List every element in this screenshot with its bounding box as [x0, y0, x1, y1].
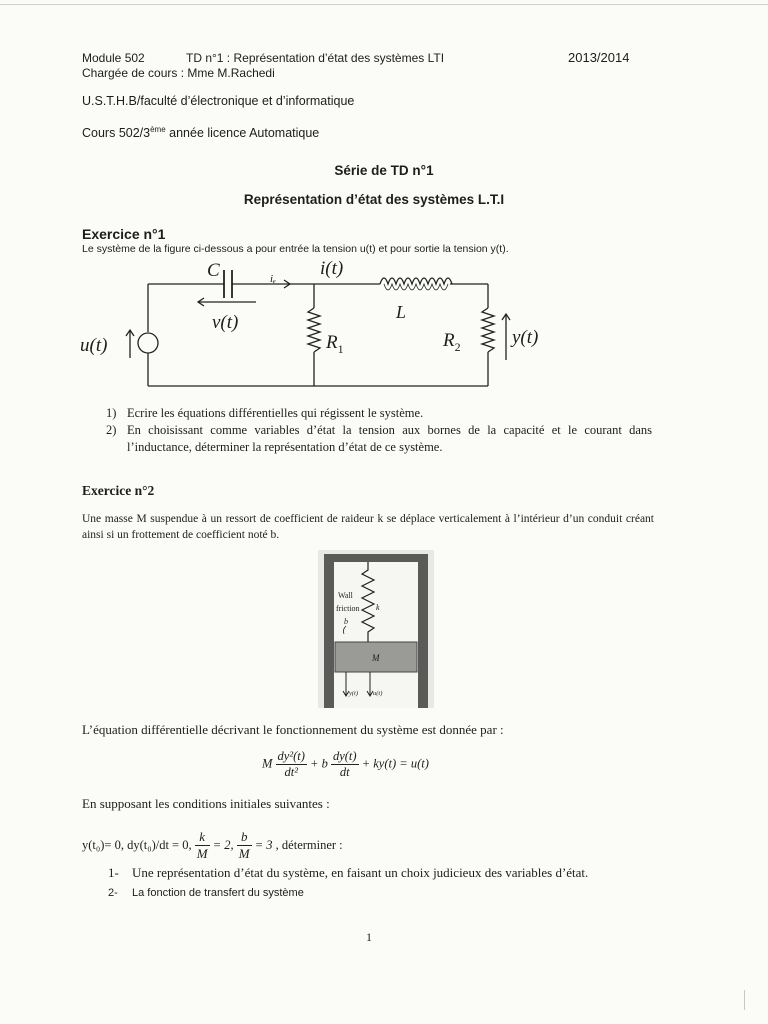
displacement-label: y(t) [349, 690, 359, 697]
output-voltage-label: y(t) [512, 327, 539, 348]
scan-edge-mark [744, 990, 745, 1010]
rlc-circuit-diagram [70, 252, 630, 400]
spring-constant-label: k [376, 603, 380, 612]
header-university: U.S.T.H.B/faculté d’électronique et d’informatique [82, 94, 355, 108]
ex1-intro: Le système de la figure ci-dessous a pour entrée la tension u(t) et pour sortie la tension y(t). [82, 243, 509, 255]
differential-equation: M $\frac{\text{dy²(t)}}{\text{dt²}}$ + b $\frac{dy(t)}{dt}$ + ky(t) = u(t) [262, 749, 429, 779]
resistor-r1-label: $R_1$ [326, 332, 344, 356]
inductor-label: L [396, 302, 407, 322]
header-lecturer: Chargée de cours : Mme M.Rachedi [82, 66, 275, 80]
header-course: Cours 502/3ème année licence Automatique [82, 125, 320, 141]
ex1-question-2: 2) En choisissant comme variables d’état la tension aux bornes de la capacité et le courant dans l’inductance, déterminer la représentation d’état de ce système. [106, 423, 652, 454]
ex2-question-list [108, 865, 654, 901]
equation-intro: L’équation différentielle décrivant le fonctionnement du système est donnée par : [82, 722, 504, 737]
header-td-title: TD n°1 : Représentation d’état des systèmes LTI [186, 51, 445, 65]
capacitor-voltage-label: v(t) [212, 312, 239, 333]
friction-coefficient-label: b [344, 617, 348, 626]
initial-conditions-intro: En supposant les conditions initiales suivantes : [82, 796, 330, 811]
header-module: Module 502 [82, 51, 145, 65]
serie-title: Série de TD n°1 [334, 163, 434, 178]
capacitor-current-label: iₑ [270, 273, 276, 285]
header-year: 2013/2014 [568, 50, 630, 65]
force-label: u(t) [373, 690, 383, 697]
resistor-r2-label: $R_2$ [443, 330, 461, 354]
inductor-current-label: i(t) [320, 258, 344, 279]
wall-label: Wall [338, 591, 353, 600]
ex2-question-2: 2- La fonction de transfert du système [108, 887, 304, 899]
ex2-intro: Une masse M suspendue à un ressort de coefficient de raideur k se déplace verticalement à l’intérieur d’un conduit créant ainsi si un frottement de coefficient noté b. [82, 513, 654, 541]
ex1-heading: Exercice n°1 [82, 226, 166, 242]
scan-top-edge [0, 4, 768, 5]
mass-spring-figure [318, 550, 434, 708]
ex2-question-1: 1- Une représentation d’état du système, en faisant un choix judicieux des variables d’état. [108, 865, 589, 880]
friction-label: friction [336, 604, 360, 613]
ex2-heading: Exercice n°2 [82, 483, 155, 498]
ex1-question-1: 1) Ecrire les équations différentielles qui régissent le système. [106, 406, 424, 420]
input-voltage-label: u(t) [80, 335, 108, 356]
ex1-question-list [106, 405, 652, 456]
capacitor-label: C [207, 260, 220, 281]
mass-label: M [372, 653, 380, 663]
initial-conditions: y(t₀)= 0, dy(t₀)/dt = 0, $\frac{k}{M}$ = 2, $\frac{b}{M}$ = 3 , déterminer : [82, 829, 343, 861]
subject-title: Représentation d’état des systèmes L.T.I [243, 192, 505, 207]
page-number: 1 [366, 930, 372, 944]
